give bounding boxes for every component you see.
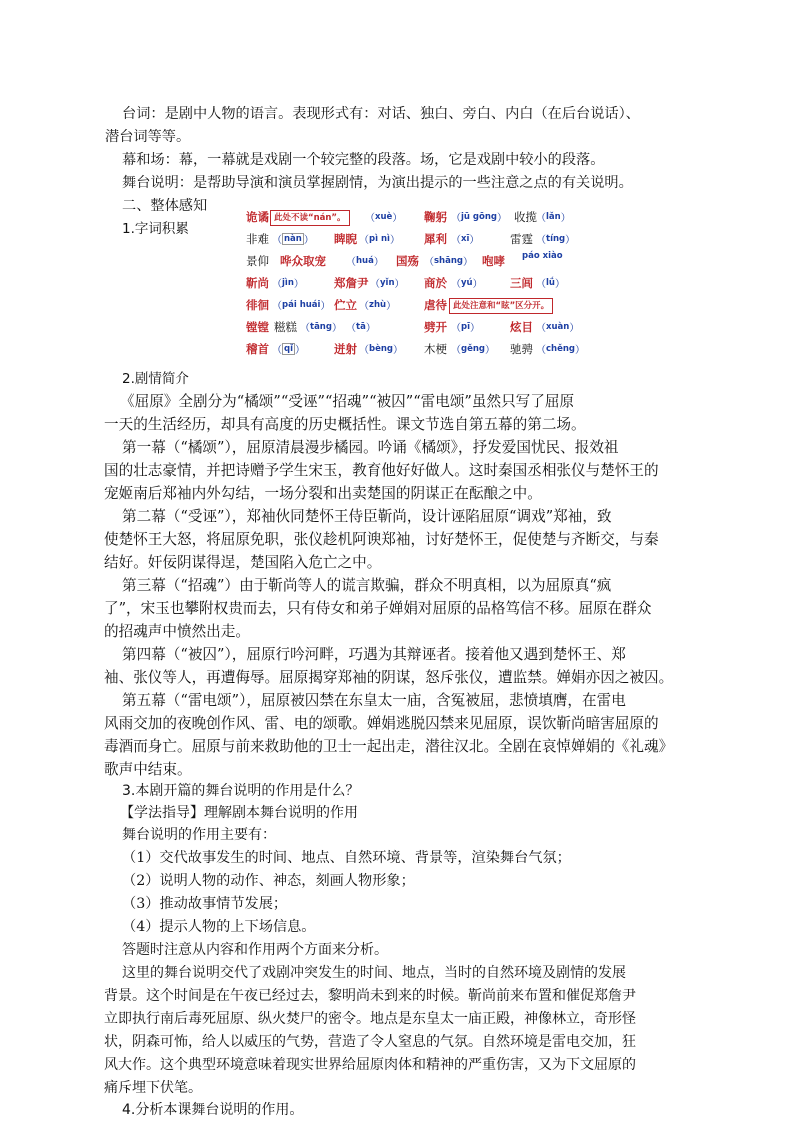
vocab-pinyin: gěng	[461, 344, 485, 354]
plot-line: 第五幕（“雷电颂”），屈原被囚禁在东皇太一庙，含冤被屈，悲愤填膺，在雷电	[122, 692, 626, 709]
vocab-pinyin: tāng	[310, 322, 332, 332]
plot-line: 第二幕（“受诬”），郑袖伙同楚怀王侍臣靳尚，设计诬陷屈原“调戏”郑袖，致	[122, 508, 612, 525]
function-item: （1）交代故事发生的时间、地点、自然环境、背景等，渲染舞台气氛；	[122, 850, 571, 866]
vocab-word: 睥睨	[334, 232, 357, 246]
stage-direction-lead: 舞台说明的作用主要有：	[122, 827, 276, 843]
vocab-word: 迸射	[334, 342, 357, 356]
intro-line-4: 舞台说明：是帮助导演和演员掌握剧情，为演出提示的一些注意之点的有关说明。	[122, 175, 633, 191]
question-4-heading: 4.分析本课舞台说明的作用。	[122, 1102, 304, 1118]
vocab-pinyin: páo xiào	[522, 251, 563, 261]
vocab-word: 鞠躬	[424, 210, 447, 224]
vocab-pinyin: pì nì	[369, 234, 390, 244]
vocab-word: 哗众取宠	[280, 254, 326, 268]
pronunciation-note: 此处不读“nán”。	[270, 210, 350, 226]
function-item: （4）提示人物的上下场信息。	[122, 919, 316, 935]
vocab-word: 稽首	[246, 342, 269, 356]
vocab-pinyin: pái huái	[282, 300, 321, 310]
plot-line: 歌声中结束。	[104, 761, 192, 778]
intro-line-2: 潜台词等等。	[105, 129, 191, 145]
vocab-word: 商於	[424, 276, 447, 290]
function-item: （2）说明人物的动作、神态，刻画人物形象；	[122, 873, 415, 889]
distinguish-note: 此处注意和“眩”区分开。	[449, 298, 553, 314]
intro-line-3: 幕和场：幕，一幕就是戏剧一个较完整的段落。场，它是戏剧中较小的段落。	[122, 152, 605, 168]
plot-line: 第一幕（“橘颂”），屈原清晨漫步橘园。吟诵《橘颂》，抒发爱国忧民、报效祖	[122, 439, 619, 456]
vocab-pinyin: qǐ	[284, 344, 293, 354]
plot-line: 国的壮志豪情，并把诗赠予学生宋玉，教育他好好做人。这时秦国丞相张仪与楚怀王的	[104, 462, 659, 479]
vocab-table: 诡谲 （xuè） 鞠躬 （jū gōng） 收揽 （lǎn） 此处不读“nán”。 非难 （ nàn ） 睥睨 （pì nì） 犀利 （xī） 雷霆 （tíng） 景仰 哗众取宠 （huá） 国殇 （shāng） 咆哮 páo xiào 靳尚 （jìn） 郑詹尹 （yǐn） 商於 （yú） 三闾 （lǘ） 徘徊 （pái huái） 伫立 （zhù） 虐待 此处注意和“眩”区分开。 镗镗 糍糕 （tāng） （tā） 劈开 （pī） 炫目 （xuàn） 稽首 （ qǐ ） 迸射 （bèng） 木梗 （gěng） 驰骋 （chěng）	[246, 207, 586, 367]
vocab-pinyin: lǘ	[546, 278, 555, 288]
vocab-pinyin: tā	[356, 322, 366, 332]
vocab-pinyin: xuàn	[546, 322, 570, 332]
vocab-pinyin: jū gōng	[461, 212, 497, 222]
vocab-pinyin: xī	[461, 234, 470, 244]
vocab-word: 景仰	[246, 254, 269, 268]
question-3-heading: 3.本剧开篇的舞台说明的作用是什么？	[122, 783, 360, 799]
vocab-pinyin: zhù	[369, 300, 387, 310]
plot-line: 结好。奸佞阴谋得逞，楚国陷入危亡之中。	[104, 554, 382, 571]
answer-line: 风大作。这个典型环境意味着现实世界给屈原肉体和精神的严重伤害，又为下文屈原的	[104, 1057, 636, 1073]
intro-line-1: 台词：是剧中人物的语言。表现形式有：对话、独白、旁白、内白（在后台说话）、	[122, 106, 640, 122]
answer-line: 立即执行南后毒死屈原、纵火焚尸的密令。地点是东皇太一庙正殿，神像林立，奇形怪	[104, 1011, 636, 1027]
section-heading: 二、整体感知	[122, 198, 208, 214]
vocab-word: 非难	[246, 232, 269, 246]
vocab-pinyin: huá	[356, 256, 374, 266]
plot-line: 毒酒而身亡。屈原与前来救助他的卫士一起出走，潜往汉北。全剧在哀悼婵娟的《礼魂》	[104, 738, 674, 755]
vocab-pinyin: yú	[461, 278, 473, 288]
vocab-word: 诡谲	[246, 210, 269, 224]
answer-tip: 答题时注意从内容和作用两个方面来分析。	[122, 942, 388, 958]
plot-line: 《屈原》全剧分为“橘颂”“受诬”“招魂”“被囚”“雷电颂”虽然只写了屈原	[120, 393, 575, 410]
vocab-pinyin: nàn	[284, 234, 302, 244]
plot-line: 风雨交加的夜晚创作风、雷、电的颂歌。婵娟逃脱囚禁来见屈原，误饮靳尚暗害屈原的	[104, 715, 659, 732]
vocab-word: 虐待	[424, 298, 447, 312]
vocab-word: 徘徊	[246, 298, 269, 312]
vocab-pinyin: pī	[461, 322, 470, 332]
vocab-word: 郑詹尹	[334, 276, 369, 290]
vocab-word: 伫立	[334, 298, 357, 312]
plot-line: 袖、张仪等人，再遭侮辱。屈原揭穿郑袖的阴谋，怒斥张仪，遭监禁。婵娟亦因之被囚。	[104, 669, 674, 686]
vocab-word: 三闾	[510, 276, 533, 290]
vocab-word: 犀利	[424, 232, 447, 246]
plot-line: 使楚怀王大怒，将屈原免职，张仪趁机阿谀郑袖，讨好楚怀王，促使楚与齐断交，与秦	[104, 531, 659, 548]
plot-line: 宠姬南后郑袖内外勾结，一场分裂和出卖楚国的阴谋正在酝酿之中。	[104, 485, 542, 502]
answer-line: 痛斥埋下伏笔。	[104, 1080, 202, 1096]
answer-line: 状，阴森可怖，给人以威压的气势，营造了令人窒息的气氛。自然环境是雷电交加，狂	[104, 1034, 636, 1050]
vocab-word: 镗镗	[246, 320, 269, 334]
vocab-word: 劈开	[424, 320, 447, 334]
vocab-pinyin: tíng	[546, 234, 566, 244]
plot-line: 的招魂声中愤然出走。	[104, 623, 250, 640]
vocab-pinyin: chěng	[546, 344, 575, 354]
vocab-heading: 1.字词积累	[122, 221, 189, 237]
plot-line: 一天的生活经历，却具有高度的历史概括性。课文节选自第五幕的第二场。	[104, 416, 586, 433]
function-item: （3）推动故事情节发展；	[122, 896, 288, 912]
vocab-word: 雷霆	[510, 232, 533, 246]
vocab-word: 咆哮	[482, 254, 505, 268]
vocab-pinyin: shāng	[434, 256, 463, 266]
vocab-pinyin: bèng	[369, 344, 393, 354]
vocab-word: 糍糕	[274, 320, 297, 334]
vocab-pinyin: lǎn	[546, 212, 561, 222]
study-guide: 【学法指导】理解剧本舞台说明的作用	[120, 805, 358, 821]
vocab-word: 靳尚	[246, 276, 269, 290]
answer-line: 背景。这个时间是在午夜已经过去，黎明尚未到来的时候。靳尚前来布置和催促郑詹尹	[104, 988, 636, 1004]
plot-line: 了”，宋玉也攀附权贵而去，只有侍女和弟子婵娟对屈原的品格笃信不移。屈原在群众	[104, 600, 652, 617]
answer-line: 这里的舞台说明交代了戏剧冲突发生的时间、地点，当时的自然环境及剧情的发展	[122, 965, 626, 981]
plot-line: 第三幕（“招魂”）由于靳尚等人的谎言欺骗，群众不明真相，以为屈原真“疯	[122, 577, 612, 594]
vocab-word: 国殇	[396, 254, 419, 268]
vocab-pinyin: jìn	[282, 278, 294, 288]
vocab-pinyin: yǐn	[380, 278, 395, 288]
plot-line: 第四幕（“被囚”），屈原行吟河畔，巧遇为其辩诬者。接着他又遇到楚怀王、郑	[122, 646, 626, 663]
plot-heading: 2.剧情简介	[122, 371, 189, 387]
vocab-word: 木梗	[424, 342, 447, 356]
vocab-word: 炫目	[510, 320, 533, 334]
vocab-pinyin: xuè	[375, 212, 393, 222]
vocab-word: 收揽	[514, 210, 537, 224]
vocab-word: 驰骋	[510, 342, 533, 356]
